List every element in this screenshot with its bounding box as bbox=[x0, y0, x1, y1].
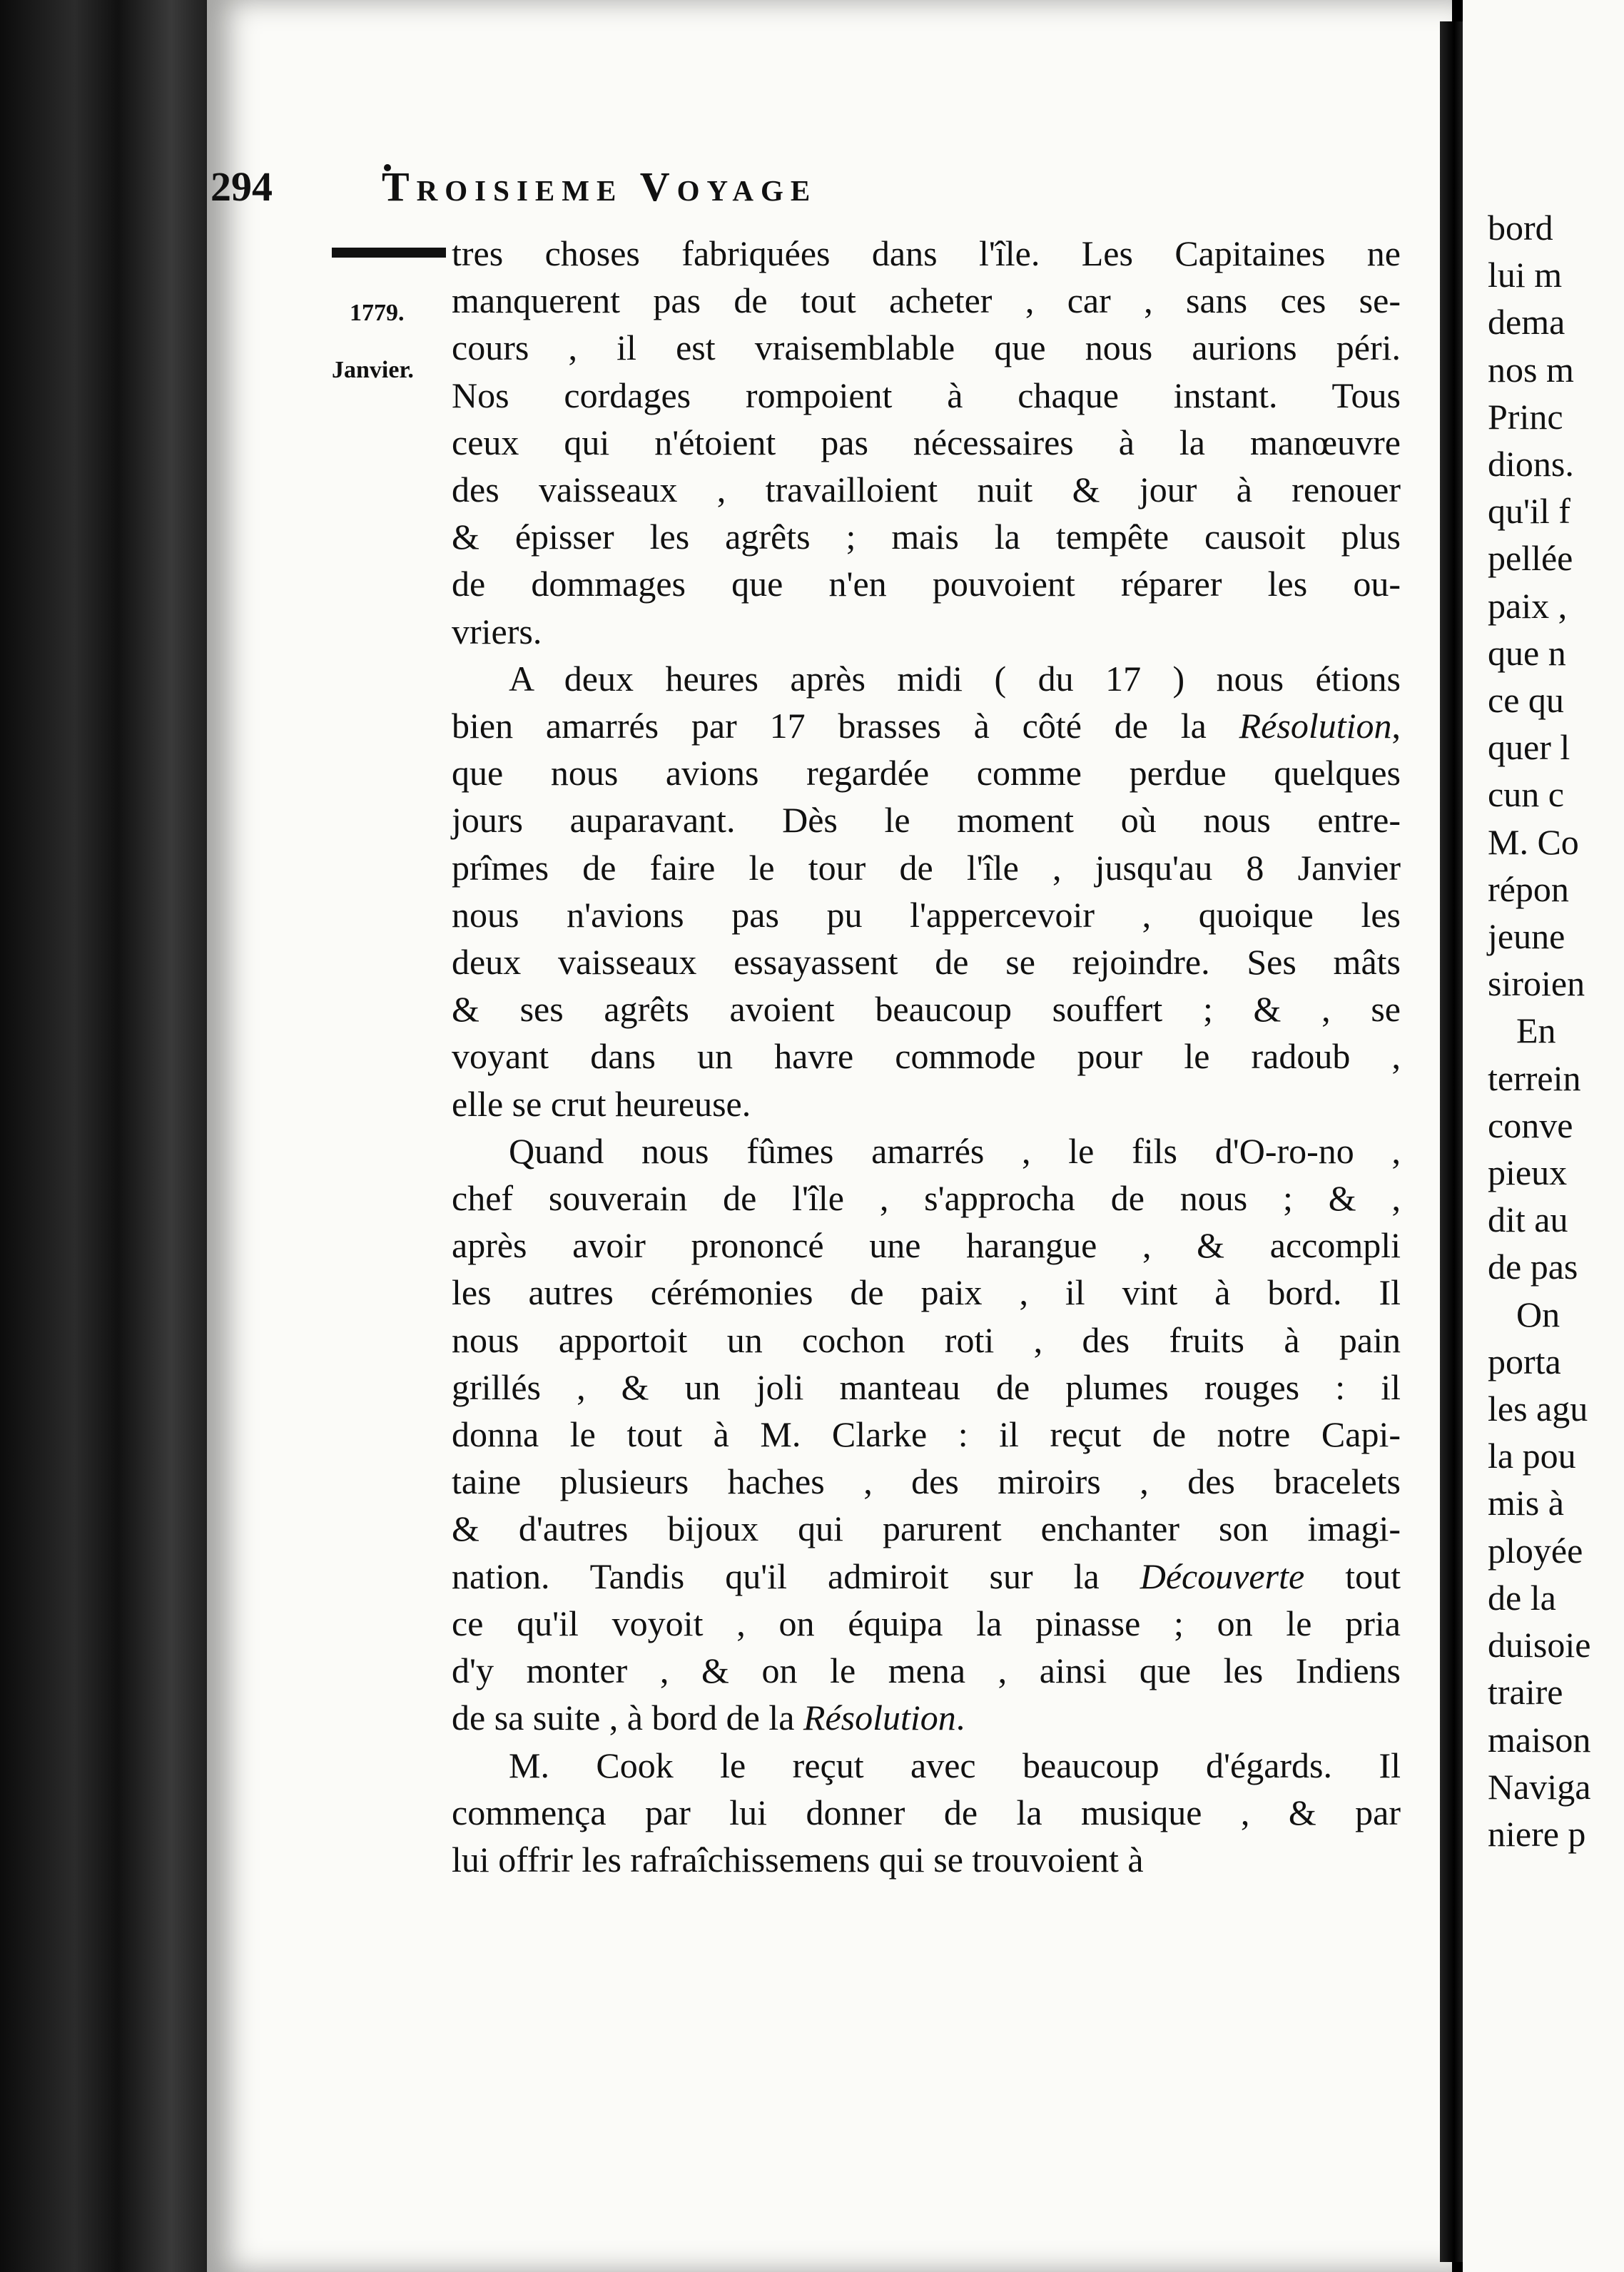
text-line: après avoir prononcé une harangue , & accompli bbox=[452, 1225, 1401, 1266]
facing-line: bord bbox=[1488, 208, 1553, 248]
text-line: nous apportoit un cochon roti , des fruits à pain bbox=[452, 1319, 1401, 1360]
facing-line: dit au bbox=[1488, 1200, 1568, 1240]
text-line: elle se crut heureuse. bbox=[452, 1083, 751, 1124]
margin-month: Janvier. bbox=[332, 357, 414, 383]
text-line: grillés , & un joli manteau de plumes rouges : il bbox=[452, 1366, 1401, 1407]
facing-line: quer l bbox=[1488, 727, 1570, 768]
text-line: les autres cérémonies de paix , il vint à bord. Il bbox=[452, 1272, 1401, 1313]
text-line: & épisser les agrêts ; mais la tempête causoit plus bbox=[452, 517, 1401, 557]
facing-line: En bbox=[1516, 1010, 1556, 1051]
facing-line: pellée bbox=[1488, 538, 1573, 579]
text-line: ce qu'il voyoit , on équipa la pinasse ; on le pria bbox=[452, 1603, 1401, 1643]
facing-line: jeune bbox=[1488, 916, 1565, 957]
text-line: ceux qui n'étoient pas nécessaires à la manœuvre bbox=[452, 422, 1401, 462]
facing-line: niere p bbox=[1488, 1813, 1586, 1854]
text-line: & ses agrêts avoient beaucoup souffert ; & , se bbox=[452, 989, 1401, 1030]
text-line: lui offrir les rafraîchissemens qui se trouvoient à bbox=[452, 1839, 1144, 1880]
text-line: nous n'avions pas pu l'appercevoir , quoique les bbox=[452, 894, 1401, 935]
facing-line: lui m bbox=[1488, 255, 1563, 295]
text-line: d'y monter , & on le mena , ainsi que les Indiens bbox=[452, 1650, 1401, 1691]
facing-line: mis à bbox=[1488, 1483, 1564, 1523]
text-line: donna le tout à M. Clarke : il reçut de notre Capi- bbox=[452, 1414, 1401, 1455]
facing-line: répon bbox=[1488, 868, 1569, 909]
text-line: deux vaisseaux essayassent de se rejoindre. Ses mâts bbox=[452, 942, 1401, 983]
facing-line: ce qu bbox=[1488, 680, 1564, 721]
facing-line: les agu bbox=[1488, 1389, 1588, 1429]
page-number: 294 bbox=[210, 163, 273, 210]
running-title: Troisieme Voyage bbox=[382, 163, 818, 210]
facing-line: de pas bbox=[1488, 1247, 1578, 1287]
text-line: manquerent pas de tout acheter , car , sans ces se- bbox=[452, 280, 1401, 321]
facing-line: On bbox=[1516, 1294, 1560, 1334]
text-line: Quand nous fûmes amarrés , le fils d'O-ro-no , bbox=[509, 1130, 1401, 1171]
text-line: de sa suite , à bord de la Résolution. bbox=[452, 1698, 965, 1738]
text-line: chef souverain de l'île , s'approcha de nous ; & , bbox=[452, 1178, 1401, 1219]
facing-line: conve bbox=[1488, 1105, 1573, 1145]
facing-line: que n bbox=[1488, 632, 1566, 673]
text-line: jours auparavant. Dès le moment où nous entre- bbox=[452, 800, 1401, 841]
text-line: de dommages que n'en pouvoient réparer les ou- bbox=[452, 564, 1401, 604]
text-line: des vaisseaux , travailloient nuit & jour à renouer bbox=[452, 470, 1401, 510]
margin-year: 1779. bbox=[350, 300, 405, 326]
book-spine bbox=[0, 0, 214, 2272]
paragraph bbox=[452, 1127, 1401, 1742]
text-line: voyant dans un havre commode pour le radoub , bbox=[452, 1036, 1401, 1077]
facing-line: traire bbox=[1488, 1672, 1563, 1713]
facing-line: Princ bbox=[1488, 396, 1563, 437]
paragraph bbox=[452, 655, 1401, 1127]
running-head bbox=[210, 163, 1242, 220]
facing-line: de la bbox=[1488, 1577, 1556, 1618]
text-line: vriers. bbox=[452, 611, 542, 651]
facing-line: porta bbox=[1488, 1341, 1561, 1381]
body-text bbox=[452, 230, 1401, 1883]
facing-line: paix , bbox=[1488, 585, 1568, 626]
facing-line: ployée bbox=[1488, 1530, 1583, 1571]
facing-line: siroien bbox=[1488, 963, 1585, 1004]
text-line: A deux heures après midi ( du 17 ) nous étions bbox=[509, 658, 1401, 699]
paragraph bbox=[452, 1742, 1401, 1884]
facing-line: dema bbox=[1488, 302, 1565, 343]
facing-line: dions. bbox=[1488, 444, 1574, 485]
facing-line: terrein bbox=[1488, 1058, 1581, 1098]
margin-rule bbox=[332, 248, 446, 258]
facing-line: cun c bbox=[1488, 774, 1564, 815]
text-line: taine plusieurs haches , des miroirs , des bracelets bbox=[452, 1461, 1401, 1502]
facing-line: duisoie bbox=[1488, 1625, 1591, 1665]
facing-page-text bbox=[1488, 204, 1590, 1857]
text-line: commença par lui donner de la musique , & par bbox=[452, 1792, 1401, 1832]
facing-line: qu'il f bbox=[1488, 491, 1570, 532]
text-line: prîmes de faire le tour de l'île , jusqu'au 8 Janvier bbox=[452, 847, 1401, 888]
text-line: que nous avions regardée comme perdue quelques bbox=[452, 753, 1401, 793]
facing-line: pieux bbox=[1488, 1152, 1568, 1193]
text-line: Nos cordages rompoient à chaque instant. Tous bbox=[452, 375, 1401, 415]
facing-line: nos m bbox=[1488, 349, 1574, 390]
text-line: M. Cook le reçut avec beaucoup d'égards. Il bbox=[509, 1745, 1401, 1785]
text-line: & d'autres bijoux qui parurent enchanter son imagi- bbox=[452, 1508, 1401, 1549]
text-line: bien amarrés par 17 brasses à côté de la Résolution, bbox=[452, 706, 1401, 746]
text-line: tres choses fabriquées dans l'île. Les Capitaines ne bbox=[452, 233, 1401, 273]
text-line: nation. Tandis qu'il admiroit sur la Découverte tout bbox=[452, 1556, 1401, 1596]
facing-line: maison bbox=[1488, 1719, 1591, 1760]
facing-line: M. Co bbox=[1488, 821, 1579, 862]
facing-line: Naviga bbox=[1488, 1766, 1591, 1807]
text-line: cours , il est vraisemblable que nous aurions péri. bbox=[452, 328, 1401, 368]
paragraph bbox=[452, 230, 1401, 655]
facing-line: la pou bbox=[1488, 1436, 1576, 1476]
